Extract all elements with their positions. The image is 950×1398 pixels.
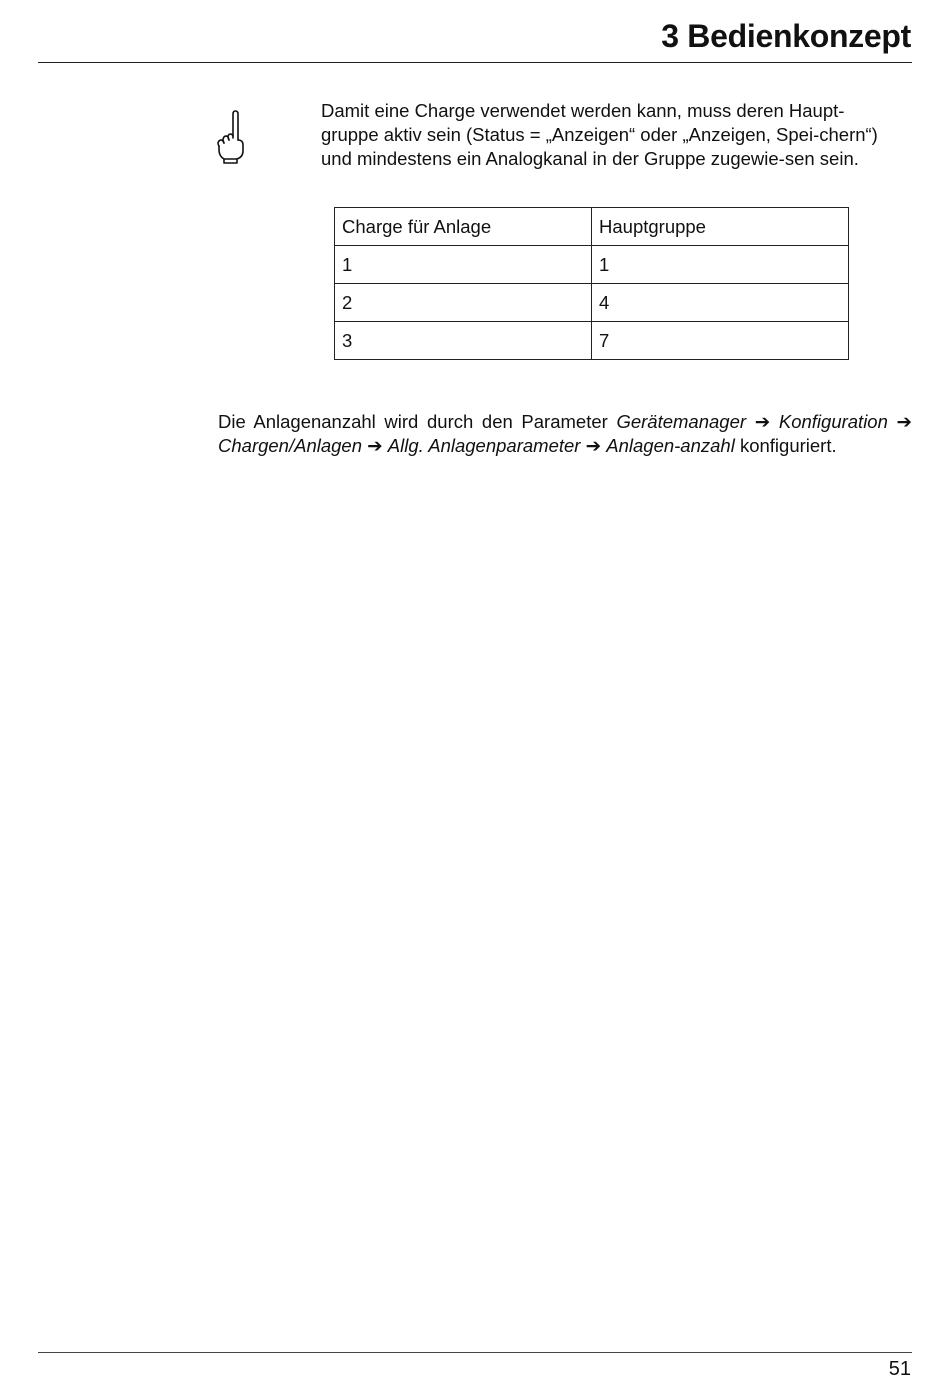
path-arrow-icon: ➔ <box>367 435 383 456</box>
page-number: 51 <box>888 1358 911 1380</box>
table-row <box>335 246 849 284</box>
menu-path-item: Anlagen-anzahl <box>606 435 735 456</box>
note-text: Damit eine Charge verwendet werden kann, muss deren Haupt-gruppe aktiv sein (Status = „Anzeigen“ oder „Anzeigen, Spei-chern“) und mindestens ein Analogkanal in der Gruppe zugewie-sen sein. <box>321 100 878 169</box>
table-cell: 7 <box>592 322 849 360</box>
charge-hauptgruppe-table <box>334 207 849 360</box>
table-row <box>335 284 849 322</box>
table-header-cell: Hauptgruppe <box>592 208 849 246</box>
table-cell: 2 <box>335 284 592 322</box>
menu-path-item: Allg. Anlagenparameter <box>387 435 581 456</box>
path-arrow-icon: ➔ <box>585 435 602 456</box>
menu-path-item: Gerätemanager <box>616 411 747 432</box>
table-row <box>335 322 849 360</box>
menu-path-item: Chargen/Anlagen <box>218 435 362 456</box>
paragraph-tail: konfiguriert. <box>739 435 837 456</box>
table-cell: 3 <box>335 322 592 360</box>
header-divider <box>38 62 912 63</box>
pointing-hand-icon <box>214 110 248 164</box>
body-paragraph <box>218 410 912 458</box>
table-cell: 1 <box>335 246 592 284</box>
table-header-cell: Charge für Anlage <box>335 208 592 246</box>
table-cell: 4 <box>592 284 849 322</box>
paragraph-lead: Die Anlagenanzahl wird durch den Parameter <box>218 411 608 432</box>
table-header-row <box>335 208 849 246</box>
menu-path-item: Konfiguration <box>778 411 888 432</box>
path-arrow-icon: ➔ <box>754 411 771 432</box>
page-header-title: 3 Bedienkonzept <box>661 18 911 54</box>
table-cell: 1 <box>592 246 849 284</box>
footer-divider <box>38 1352 912 1353</box>
path-arrow-icon: ➔ <box>896 411 913 432</box>
